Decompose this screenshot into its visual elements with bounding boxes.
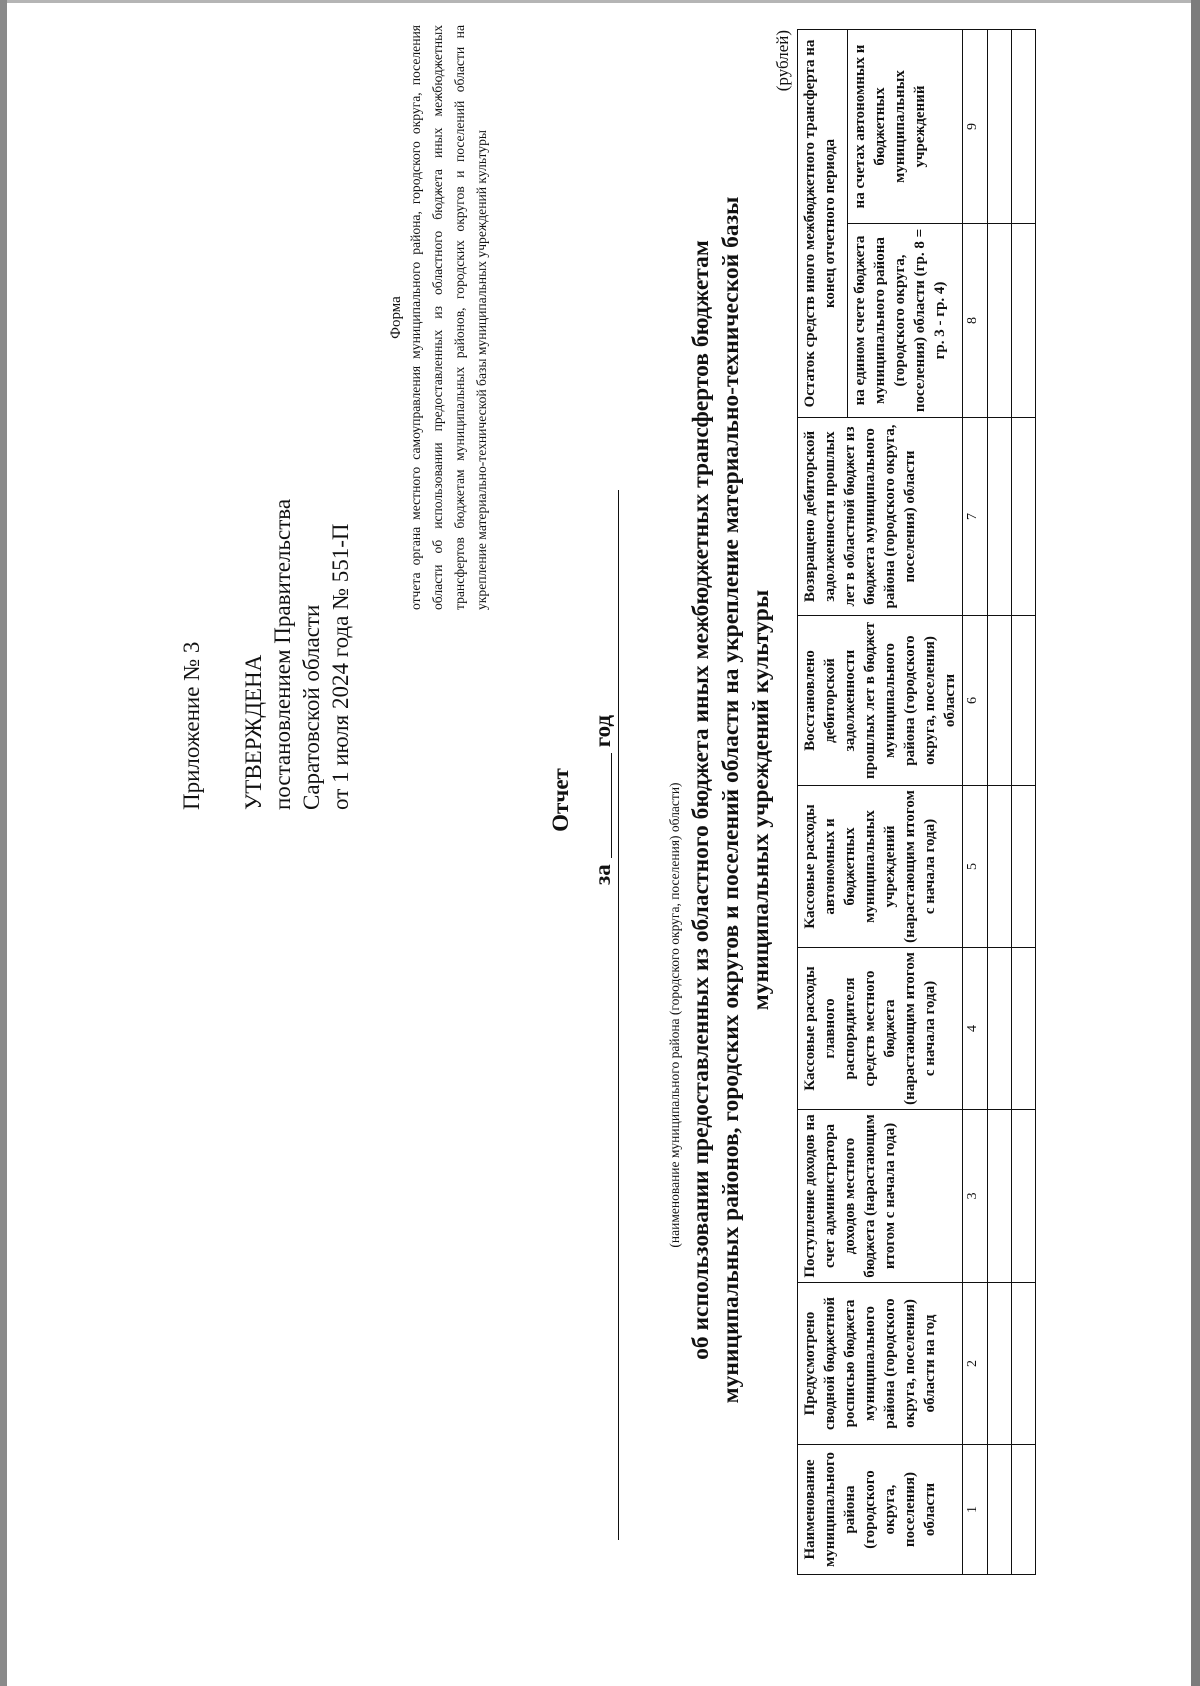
period-blank-line [591,753,612,858]
table-cell [988,948,1012,1110]
table-cell [988,1110,1012,1283]
column-number: 4 [963,948,988,1110]
scan-right-edge [1191,0,1200,1686]
header-cash-expenses-distributor: Кассовые расходы главного распорядителя средств местного бюджета (нарастающим итогом с начала года) [798,948,963,1110]
approved-line-4: от 1 июля 2024 года № 551-П [328,523,353,810]
header-cash-expenses-institutions: Кассовые расходы автономных и бюджетных муниципальных учреждений (нарастающим итогом с начала года) [798,786,963,948]
table-row [988,29,1012,1574]
table-cell [988,616,1012,786]
table-cell [988,29,1012,223]
approved-line-2: постановлением Правительства [270,498,295,810]
table-cell [988,1445,1012,1575]
column-number-row [963,29,988,1574]
scan-left-edge [0,0,7,1686]
report-title: Отчет [548,768,573,832]
period-suffix: год [590,714,615,748]
header-revenue-receipts: Поступление доходов на счет администратора доходов местного бюджета (нарастающим итогом с начала года) [798,1110,963,1283]
column-number: 5 [963,786,988,948]
table-cell [988,418,1012,616]
table-cell [1012,786,1036,948]
subject-line-1: об использовании предоставленных из областного бюджета иных межбюджетных трансфертов бюджетам [688,240,714,1360]
rotated-document-page [60,0,1150,1600]
header-balance-institution-accounts: на счетах автономных и бюджетных муниципальных учреждений [847,29,963,223]
column-number: 7 [963,418,988,616]
subject-line-2: муниципальных районов, городских округов и поселений области на укрепление материально-технической базы [718,196,744,1404]
table-cell [1012,616,1036,786]
header-municipality-name: Наименование муниципального района (городского округа, поселения) области [798,1445,963,1575]
municipality-name-caption: (наименование муниципального района (городского округа, поселения) области) [667,782,682,1248]
header-remaining-balance-group: Остаток средств иного межбюджетного трансферта на конец отчетного периода [798,29,848,417]
column-number: 3 [963,1110,988,1283]
header-restored-receivables: Восстановлено дебиторской задолженности прошлых лет в бюджет муниципального района (городского округа, поселения) области [798,616,963,786]
header-budget-plan: Предусмотрено сводной бюджетной росписью бюджета муниципального района (городского округа, поселения) области на год [798,1283,963,1445]
table-cell [1012,224,1036,418]
table-cell [988,786,1012,948]
header-returned-receivables: Возвращено дебиторской задолженности прошлых лет в областной бюджет из бюджета муниципального района (городского округа, поселения) области [798,418,963,616]
table-cell [1012,29,1036,223]
table-cell [988,224,1012,418]
subject-line-3: муниципальных учреждений культуры [748,589,774,1011]
form-description: отчета органа местного самоуправления муниципального района, городского округа, поселения области об использовании предоставленных из областного бюджета иных межбюджетных трансфертов бюджетам муниципальных районов, городских округов и поселений области на укрепление материально-технической базы муниципальных учреждений культуры [408,25,489,610]
column-number: 2 [963,1283,988,1445]
column-number: 1 [963,1445,988,1575]
table-cell [1012,418,1036,616]
table-cell [1012,1110,1036,1283]
table-cell [988,1283,1012,1445]
report-subject [686,10,776,1590]
form-title: Форма [388,296,404,339]
table-cell [1012,948,1036,1110]
column-number: 9 [963,29,988,223]
report-period [590,0,616,1600]
table-cell [1012,1283,1036,1445]
approval-block [178,450,355,810]
appendix-number: Приложение № 3 [179,641,204,810]
municipality-name-line [618,490,619,1540]
table-cell [1012,1445,1036,1575]
table-row [1012,29,1036,1574]
header-balance-single-account: на едином счете бюджета муниципального района (городского округа, поселения) области (гр. 8 = гр. 3 - гр. 4) [847,224,963,418]
table-header-row-1 [798,29,848,1574]
column-number: 8 [963,224,988,418]
form-description-block [388,25,493,610]
unit-label: (рублей) [773,30,792,92]
approved-line-3: Саратовской области [299,604,324,810]
report-table [797,29,1036,1575]
column-number: 6 [963,616,988,786]
approved-line-1: УТВЕРЖДЕНА [241,654,266,810]
period-prefix: за [590,864,615,886]
